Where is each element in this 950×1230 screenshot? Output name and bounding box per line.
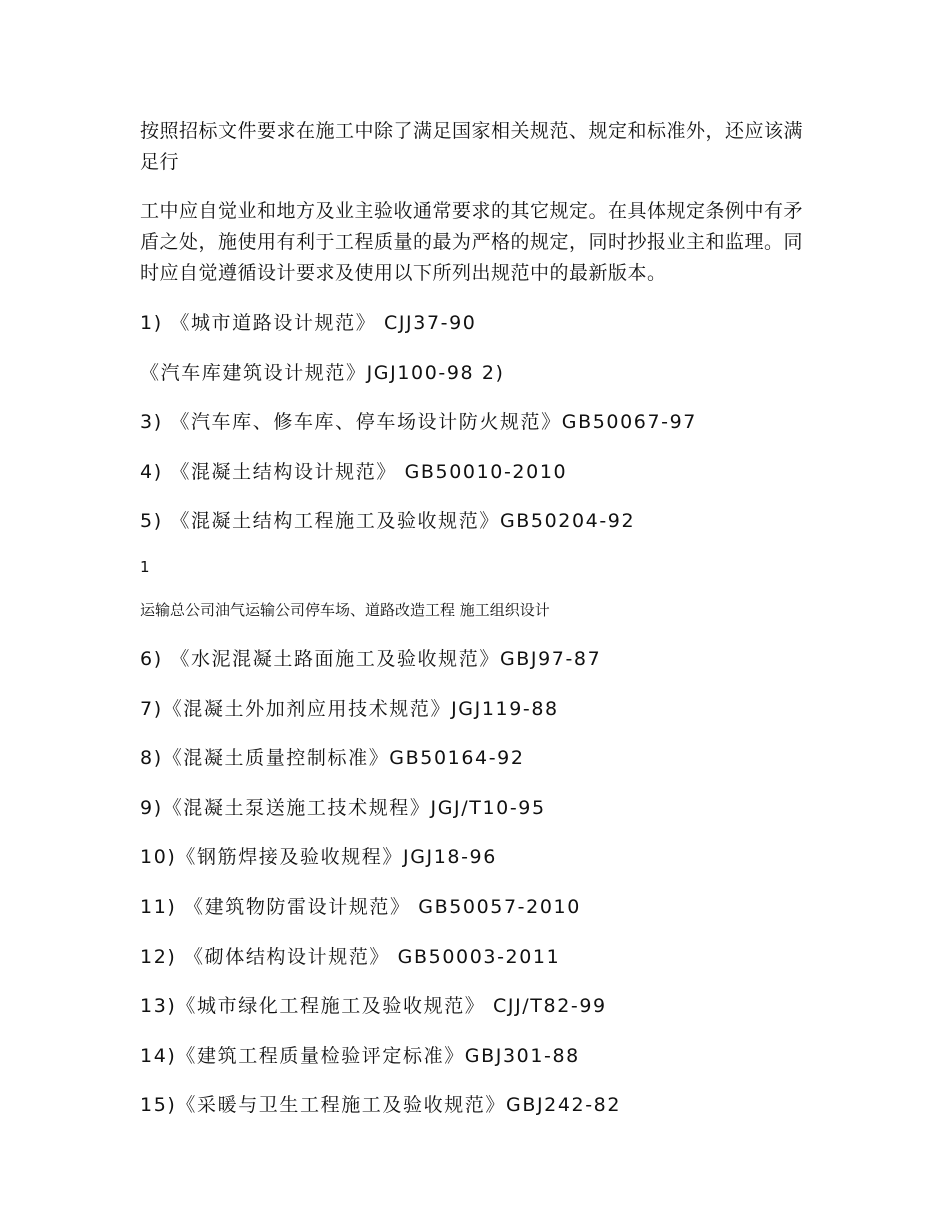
standard-item: 9)《混凝土泵送施工技术规程》JGJ/T10-95 bbox=[140, 797, 546, 819]
standard-item: 1) 《城市道路设计规范》 CJJ37-90 bbox=[140, 312, 477, 334]
running-header: 运输总公司油气运输公司停车场、道路改造工程 施工组织设计 bbox=[140, 601, 550, 619]
standard-item: 《汽车库建筑设计规范》JGJ100-98 2) bbox=[140, 362, 505, 384]
standard-item: 12) 《砌体结构设计规范》 GB50003-2011 bbox=[140, 946, 561, 968]
intro-paragraph-2: 工中应自觉业和地方及业主验收通常要求的其它规定。在具体规定条例中有矛盾之处，施使用有利于工程质量的最为严格的规定，同时抄报业主和监理。同时应自觉遵循设计要求及使用以下所列出规范中的最新版本。 bbox=[140, 200, 804, 284]
standard-item: 14)《建筑工程质量检验评定标准》GBJ301-88 bbox=[140, 1045, 580, 1067]
standard-item: 10)《钢筋焊接及验收规程》JGJ18-96 bbox=[140, 846, 497, 868]
standard-item: 13)《城市绿化工程施工及验收规范》 CJJ/T82-99 bbox=[140, 995, 607, 1017]
standard-item: 5) 《混凝土结构工程施工及验收规范》GB50204-92 bbox=[140, 510, 636, 532]
standard-item: 8)《混凝土质量控制标准》GB50164-92 bbox=[140, 747, 525, 769]
standard-item: 3) 《汽车库、修车库、停车场设计防火规范》GB50067-97 bbox=[140, 411, 697, 433]
page-number: 1 bbox=[140, 558, 150, 576]
intro-paragraph-1: 按照招标文件要求在施工中除了满足国家相关规范、规定和标准外，还应该满足行 bbox=[140, 120, 804, 173]
standard-item: 4) 《混凝土结构设计规范》 GB50010-2010 bbox=[140, 461, 568, 483]
standard-item: 7)《混凝土外加剂应用技术规范》JGJ119-88 bbox=[140, 698, 559, 720]
standard-item: 6) 《水泥混凝土路面施工及验收规范》GBJ97-87 bbox=[140, 648, 602, 670]
standard-item: 15)《采暖与卫生工程施工及验收规范》GBJ242-82 bbox=[140, 1094, 622, 1116]
standard-item: 11) 《建筑物防雷设计规范》 GB50057-2010 bbox=[140, 896, 581, 918]
